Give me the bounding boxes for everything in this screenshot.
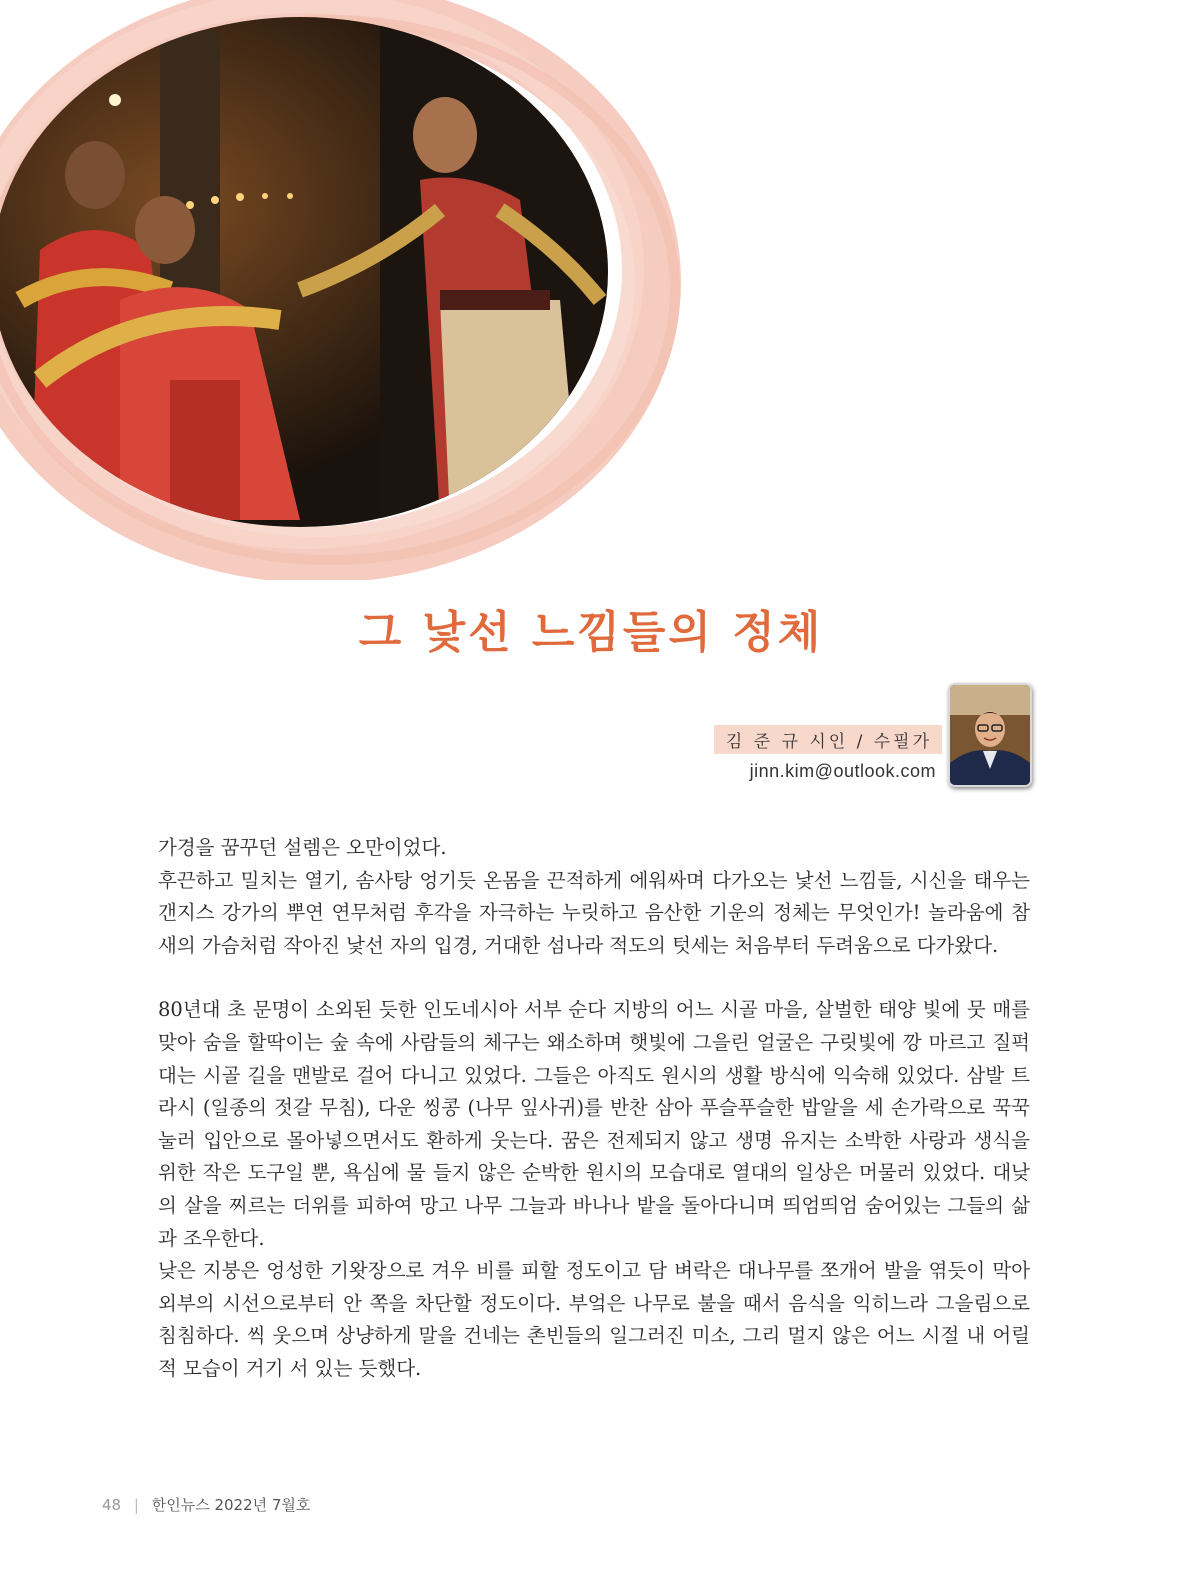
article-body [158,832,1030,1386]
author-block [700,681,1040,791]
hero-photo [0,0,700,580]
author-name: 김 준 규 시인 / 수필가 [714,725,942,754]
article-title: 그 낯선 느낌들의 정체 [358,607,824,658]
paragraph-3: 80년대 초 문명이 소외된 듯한 인도네시아 서부 순다 지방의 어느 시골 마을, 살벌한 태양 빛에 뭇 매를 맞아 숨을 할딱이는 숲 속에 사람들의 체구는 왜소하며 햇빛에 그을린 얼굴은 구릿빛에 깡 마르고 질퍽대는 시골 길을 맨발로 걸어 다니고 있었다. 그들은 아직도 원시의 생활 방식에 익숙해 있었다. 삼발 트라시 (일종의 젓갈 무침), 다운 씽콩 (나무 잎사귀)를 반찬 삼아 푸슬푸슬한 밥알을 세 손가락으로 꾹꾹 눌러 입안으로 몰아넣으면서도 환하게 웃는다. 꿈은 전제되지 않고 생명 유지는 소박한 사랑과 생식을 위한 작은 도구일 뿐, 욕심에 물 들지 않은 순박한 원시의 모습대로 열대의 일상은 머물러 있었다. 대낮의 살을 찌르는 더위를 피하여 망고 나무 그늘과 바나나 밭을 돌아다니며 띄엄띄엄 숨어있는 그들의 삶과 조우한다. [158,998,1030,1250]
paragraph-2: 후끈하고 밀치는 열기, 솜사탕 엉기듯 온몸을 끈적하게 에워싸며 다가오는 낯선 느낌들, 시신을 태우는 갠지스 강가의 뿌연 연무처럼 후각을 자극하는 누릿하고 음산한 기운의 정체는 무엇인가! 놀라움에 참새의 가슴처럼 작아진 낯선 자의 입경, 거대한 섬나라 적도의 텃세는 처음부터 두려움으로 다가왔다. [158,868,1030,957]
publication-name: 한인뉴스 2022년 7월호 [151,1496,311,1514]
avatar [950,685,1030,785]
footer-separator: | [133,1496,139,1514]
page-footer [102,1494,310,1515]
paragraph-1: 가경을 꿈꾸던 설렘은 오만이었다. [158,836,447,859]
paragraph-4: 낮은 지붕은 엉성한 기왓장으로 겨우 비를 피할 정도이고 담 벼락은 대나무를 쪼개어 발을 엮듯이 막아 외부의 시선으로부터 안 쪽을 차단할 정도이다. 부엌은 나무로 불을 때서 음식을 익히느라 그을림으로 침침하다. 씩 웃으며 상냥하게 말을 건네는 촌빈들의 일그러진 미소, 그리 멀지 않은 어느 시절 내 어릴 적 모습이 거기 서 있는 듯했다. [158,1259,1030,1380]
author-email[interactable]: jinn.kim@outlook.com [749,761,936,781]
page-number: 48 [102,1496,122,1514]
author-portrait [948,683,1032,787]
dance-photo-illustration [0,0,700,580]
